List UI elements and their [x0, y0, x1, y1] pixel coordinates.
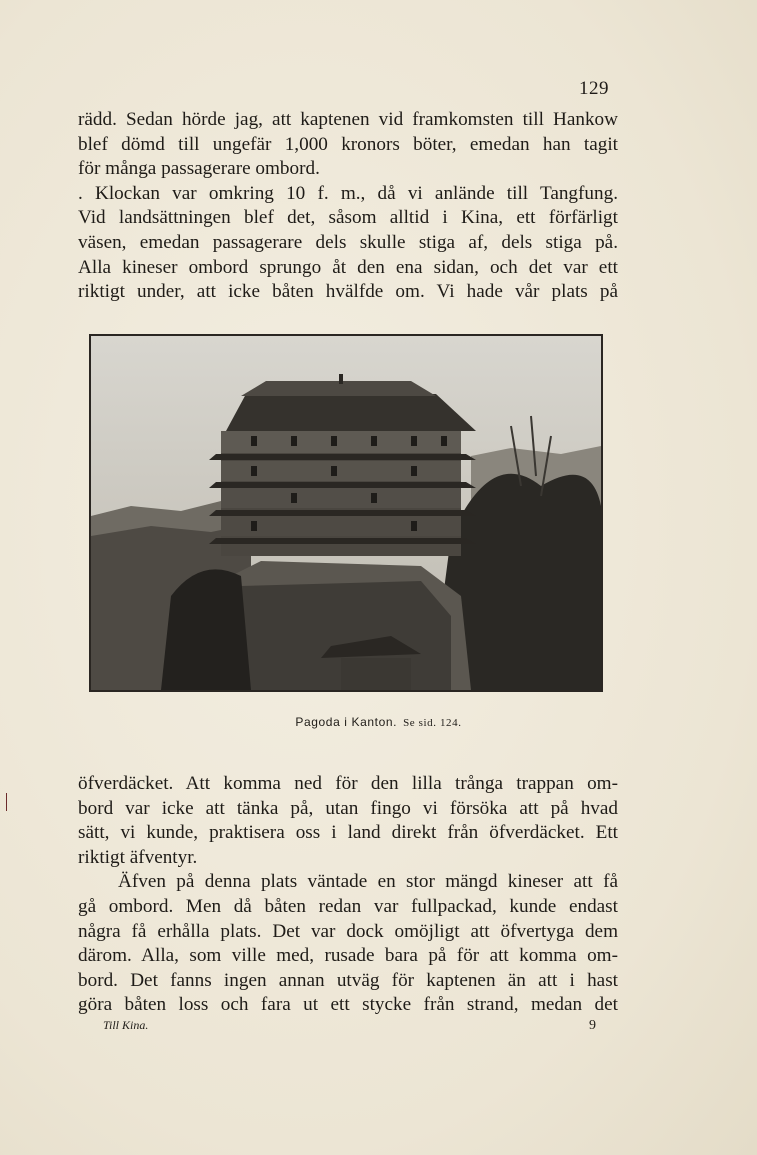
text-line: bord. Det fanns ingen annan utväg för kaptenen än att i hast [78, 969, 618, 991]
caption-reference: Se sid. 124. [403, 717, 462, 729]
text-line: därom. Alla, som ville med, rusade bara på för att komma om- [78, 945, 618, 967]
text-line: öfverdäcket. Att komma ned för den lilla trånga trappan om- [78, 773, 618, 794]
text-line: riktigt under, att icke båten hvälfde om. Vi hade vår plats på [78, 281, 618, 303]
signature-mark: 9 [589, 1018, 596, 1033]
text-line: Vid landsättningen blef det, såsom alltid i Kina, ett förfärligt [78, 207, 618, 229]
pagoda-illustration [91, 336, 601, 690]
text-line: göra båten loss och fara ut ett stycke från strand, medan det [78, 994, 618, 1016]
text-block-bottom [78, 772, 618, 1018]
text-line: för många passagerare ombord. [78, 158, 320, 180]
footer-book-title: Till Kina. [103, 1018, 149, 1032]
text-line: sätt, vi kunde, praktisera oss i land direkt från öfverdäcket. Ett [78, 822, 618, 844]
margin-mark [6, 793, 7, 811]
text-line: rädd. Sedan hörde jag, att kaptenen vid framkomsten till Hankow [78, 109, 618, 130]
page-number: 129 [579, 78, 609, 99]
text-line: Äfven på denna plats väntade en stor mängd kineser att få [118, 871, 618, 893]
text-line: några få erhålla plats. Det var dock omöjligt att öfvertyga dem [78, 920, 618, 942]
text-line: . Klockan var omkring 10 f. m., då vi anlände till Tangfung. [78, 182, 618, 204]
caption-title: Pagoda i Kanton. [295, 715, 398, 729]
text-line: gå ombord. Men då båten redan var fullpackad, kunde endast [78, 895, 618, 917]
pagoda-photograph [89, 334, 603, 692]
figure-caption [0, 715, 757, 729]
text-line: blef dömd till ungefär 1,000 kronors böter, emedan han tagit [78, 133, 618, 155]
text-line: Alla kineser ombord sprungo åt den ena sidan, och det var ett [78, 256, 618, 278]
text-line: väsen, emedan passagerare dels skulle stiga af, dels stiga på. [78, 231, 618, 253]
text-line: bord var icke att tänka på, utan fingo vi försöka att på hvad [78, 797, 618, 819]
text-line: riktigt äfventyr. [78, 846, 198, 868]
text-block-top [78, 108, 618, 305]
